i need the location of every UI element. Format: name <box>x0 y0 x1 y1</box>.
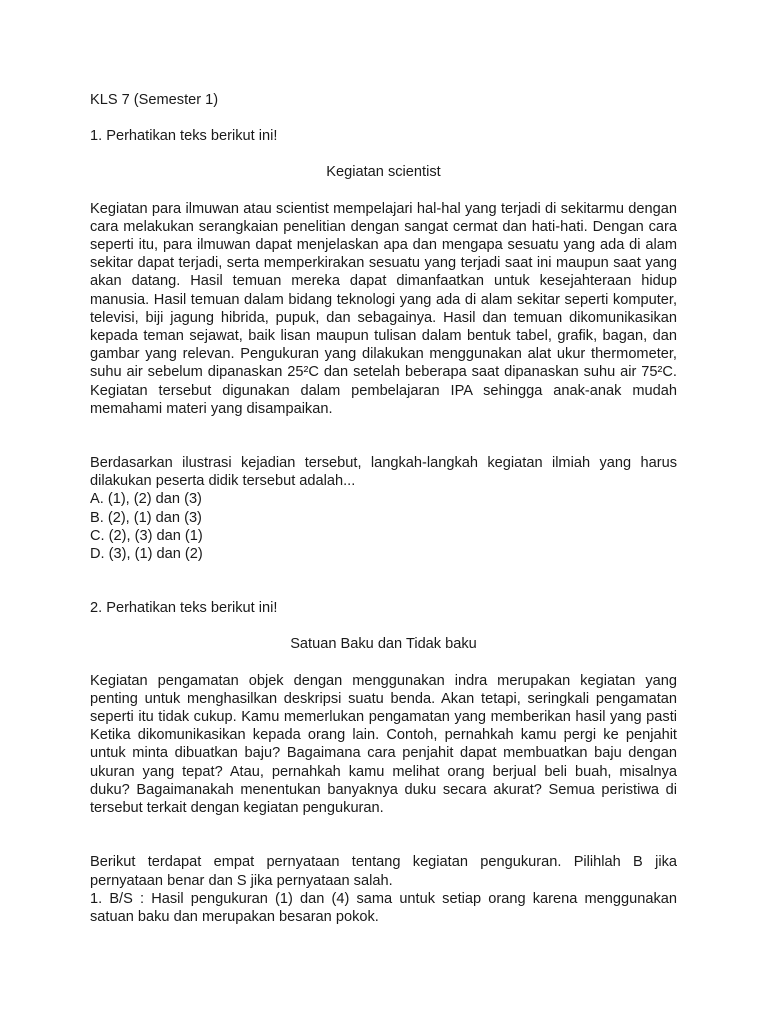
spacer <box>90 182 677 200</box>
question-2-title: Satuan Baku dan Tidak baku <box>290 636 477 653</box>
spacer <box>90 145 677 163</box>
question-1-intro: 1. Perhatikan teks berikut ini! <box>90 128 278 145</box>
question-2-intro: 2. Perhatikan teks berikut ini! <box>90 600 278 617</box>
question-2-passage: Kegiatan pengamatan objek dengan menggunakan indra merupakan kegiatan yang penting untuk menghasilkan deskripsi suatu benda. Akan tetapi, seringkali pengamatan seperti itu tidak cukup. Kamu memerlukan pengamatan yang memberikan hasil yang pasti Ketika dikomunikasikan kepada orang lain. Contoh, pernahkah kamu pergi ke penjahit untuk minta dibuatkan baju? Bagaimana cara penjahit dapat membuatkan baju dengan ukuran yang tepat? Atau, pernahkah kamu melihat orang berjual beli buah, misalnya duku? Bagaimanakah menentukan banyaknya duku secara akurat? Semua peristiwa di tersebut terkait dengan kegiatan pengukuran. <box>90 672 677 817</box>
spacer <box>90 418 677 454</box>
document-page <box>90 91 677 926</box>
question-2-prompt: Berikut terdapat empat pernyataan tentang kegiatan pengukuran. Pilihlah B jika pernyataan benar dan S jika pernyataan salah. <box>90 854 677 889</box>
spacer <box>90 109 677 127</box>
question-1-passage: Kegiatan para ilmuwan atau scientist mempelajari hal-hal yang terjadi di sekitarmu dengan cara melakukan serangkaian penelitian dengan sangat cermat dan hati-hati. Dengan cara seperti itu, para ilmuwan dapat menjelaskan apa dan mengapa sesuatu yang ada di alam sekitar dapat terjadi, serta memperkirakan sesuatu yang terjadi saat ini maupun saat yang akan datang. Hasil temuan mereka dapat dimanfaatkan untuk kesejahteraan hidup manusia. Hasil temuan dalam bidang teknologi yang ada di alam sekitar seperti komputer, televisi, biji jagung hibrida, pupuk, dan sebagainya. Hasil dan temuan dikomunikasikan kepada teman sejawat, baik lisan maupun tulisan dalam bentuk tabel, grafik, bagan, dan gambar yang relevan. Pengukuran yang dilakukan menggunakan alat ukur thermometer, suhu air sebelum dipanaskan 25²C dan setelah beberapa saat dipanaskan suhu air 75²C. Kegiatan tersebut digunakan dalam pembelajaran IPA sehingga anak-anak mudah memahami materi yang disampaikan. <box>90 200 677 417</box>
spacer <box>90 654 677 672</box>
option-a: A. (1), (2) dan (3) <box>90 491 202 508</box>
question-2-statement-1: 1. B/S : Hasil pengukuran (1) dan (4) sama untuk setiap orang karena menggunakan satuan baku dan merupakan besaran pokok. <box>90 890 677 925</box>
spacer <box>90 617 677 635</box>
option-c: C. (2), (3) dan (1) <box>90 527 203 544</box>
question-1-options <box>90 490 677 563</box>
spacer <box>90 817 677 853</box>
spacer <box>90 563 677 599</box>
question-1-prompt: Berdasarkan ilustrasi kejadian tersebut, langkah-langkah kegiatan ilmiah yang harus dilakukan peserta didik tersebut adalah... <box>90 455 677 490</box>
option-b: B. (2), (1) dan (3) <box>90 509 202 526</box>
document-header: KLS 7 (Semester 1) <box>90 92 219 108</box>
question-1-title: Kegiatan scientist <box>326 164 441 181</box>
option-d: D. (3), (1) dan (2) <box>90 546 203 563</box>
